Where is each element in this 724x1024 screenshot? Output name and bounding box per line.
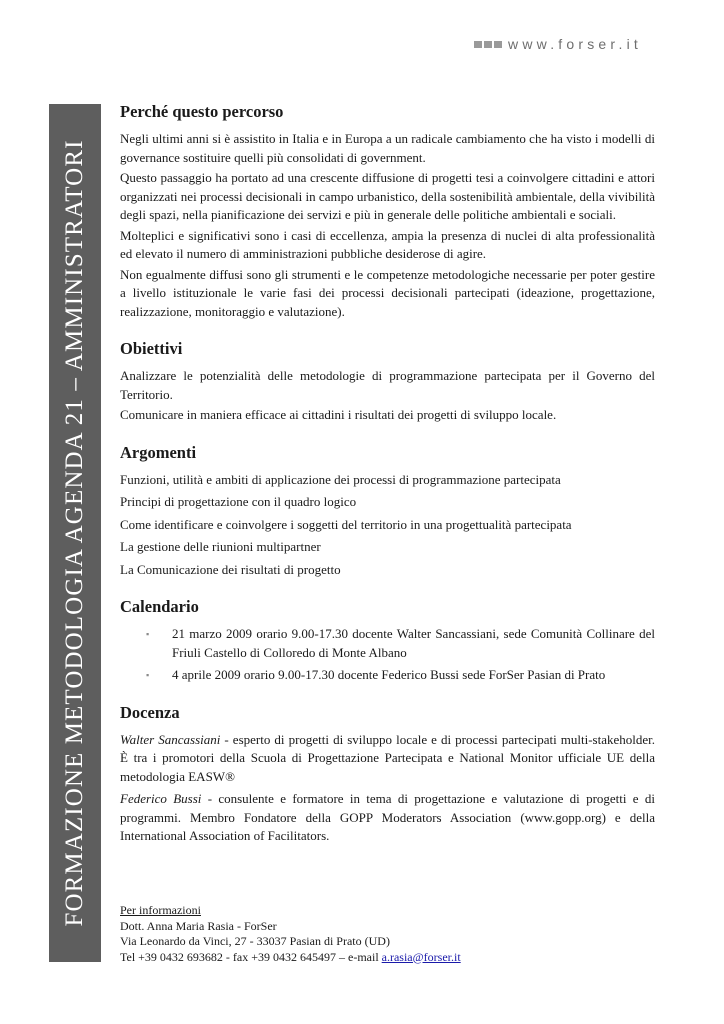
section-docenza: [120, 703, 655, 846]
list-item: [120, 666, 655, 685]
contact-address: Via Leonardo da Vinci, 27 - 33037 Pasian di Prato (UD): [120, 934, 390, 948]
teacher-bio: [120, 790, 655, 846]
square-bullet-icon: ▪: [146, 629, 150, 639]
topic-item: La Comunicazione dei risultati di progetto: [120, 561, 341, 577]
teacher-name: Federico Bussi: [120, 791, 202, 806]
paragraph: Non egualmente diffusi sono gli strumenti e le competenze metodologiche necessarie per poter gestire a livello istituzionale le varie fasi dei processi decisionali partecipati (ideazione, progettazione, realizzazione, monitoraggio e valutazione).: [120, 266, 655, 319]
email-link[interactable]: a.rasia@forser.it: [381, 949, 461, 964]
topic-item: Funzioni, utilità e ambiti di applicazione dei processi di programmazione partecipata: [120, 471, 561, 487]
square-icon: [484, 41, 492, 48]
section-heading: Calendario: [120, 597, 199, 616]
section-argomenti: [120, 443, 655, 580]
calendar-list: [120, 625, 655, 685]
square-icon: [474, 41, 482, 48]
teacher-name: Walter Sancassiani: [120, 731, 221, 747]
section-heading: Argomenti: [120, 442, 197, 462]
paragraph: Comunicare in maniera efficace ai cittadini i risultati dei progetti di sviluppo locale.: [120, 407, 557, 422]
section-calendario: [120, 597, 655, 685]
section-heading: Perché questo percorso: [120, 102, 284, 121]
topic-item: Come identificare e coinvolgere i soggetti del territorio in una progettualità partecipata: [120, 516, 572, 532]
section-obiettivi: [120, 339, 655, 425]
section-heading: Obiettivi: [120, 339, 183, 358]
main-content: [120, 102, 655, 864]
paragraph: Analizzare le potenzialità delle metodologie di programmazione partecipata per il Governo del Territorio.: [120, 368, 655, 402]
sidebar-title: FORMAZIONE METODOLOGIA AGENDA 21 – AMMINISTRATORI: [61, 139, 88, 927]
teacher-description: - esperto di progetti di sviluppo locale e di processi partecipati multi-stakeholder. È tra i promotori della Scuola di Progettazione Partecipata e National Monitor ufficiale UE della metodologia EASW®: [120, 731, 655, 784]
contact-phone-line: [120, 950, 461, 966]
contact-info: [120, 903, 461, 965]
square-icon: [494, 41, 502, 48]
topic-item: Principi di progettazione con il quadro logico: [120, 494, 357, 509]
square-bullet-icon: ▪: [146, 670, 150, 680]
topic-item: La gestione delle riunioni multipartner: [120, 539, 321, 554]
list-item: [120, 625, 655, 662]
teacher-bio: [120, 731, 655, 787]
section-perche: [120, 102, 655, 321]
calendar-entry: 4 aprile 2009 orario 9.00-17.30 docente Federico Bussi sede ForSer Pasian di Prato: [172, 667, 606, 682]
site-url[interactable]: www.forser.it: [508, 36, 642, 52]
paragraph: Questo passaggio ha portato ad una crescente diffusione di progetti tesi a coinvolgere cittadini e attori organizzati nei processi decisionali in campo urbanistico, della sostenibilità ambientale, della vivibilità degli spazi, nella pianificazione dei servizi e più in generale delle politiche ambientali e sociali.: [120, 170, 655, 222]
paragraph: Negli ultimi anni si è assistito in Italia e in Europa a un radicale cambiamento che ha visto i modelli di governance sostituire quelli più consolidati di government.: [120, 131, 655, 165]
site-header: [474, 36, 642, 52]
calendar-entry: 21 marzo 2009 orario 9.00-17.30 docente Walter Sancassiani, sede Comunità Collinare del Friuli Castello di Colloredo di Monte Albano: [172, 626, 655, 660]
contact-label: Per informazioni: [120, 903, 201, 917]
section-heading: Docenza: [120, 702, 180, 722]
contact-name: Dott. Anna Maria Rasia - ForSer: [120, 918, 277, 933]
paragraph: Molteplici e significativi sono i casi di eccellenza, ampia la presenza di nuclei di alta professionalità ed elevato il numero di amministrazioni pubbliche desiderose di agire.: [120, 227, 655, 261]
contact-phone: Tel +39 0432 693682 - fax +39 0432 645497 – e-mail: [120, 949, 382, 964]
vertical-sidebar: [49, 104, 101, 962]
teacher-description: - consulente e formatore in tema di progettazione e valutazione di progetti e di programmi. Membro Fondatore della GOPP Moderators Association (www.gopp.org) e della International Association of Facilitators.: [120, 791, 655, 843]
